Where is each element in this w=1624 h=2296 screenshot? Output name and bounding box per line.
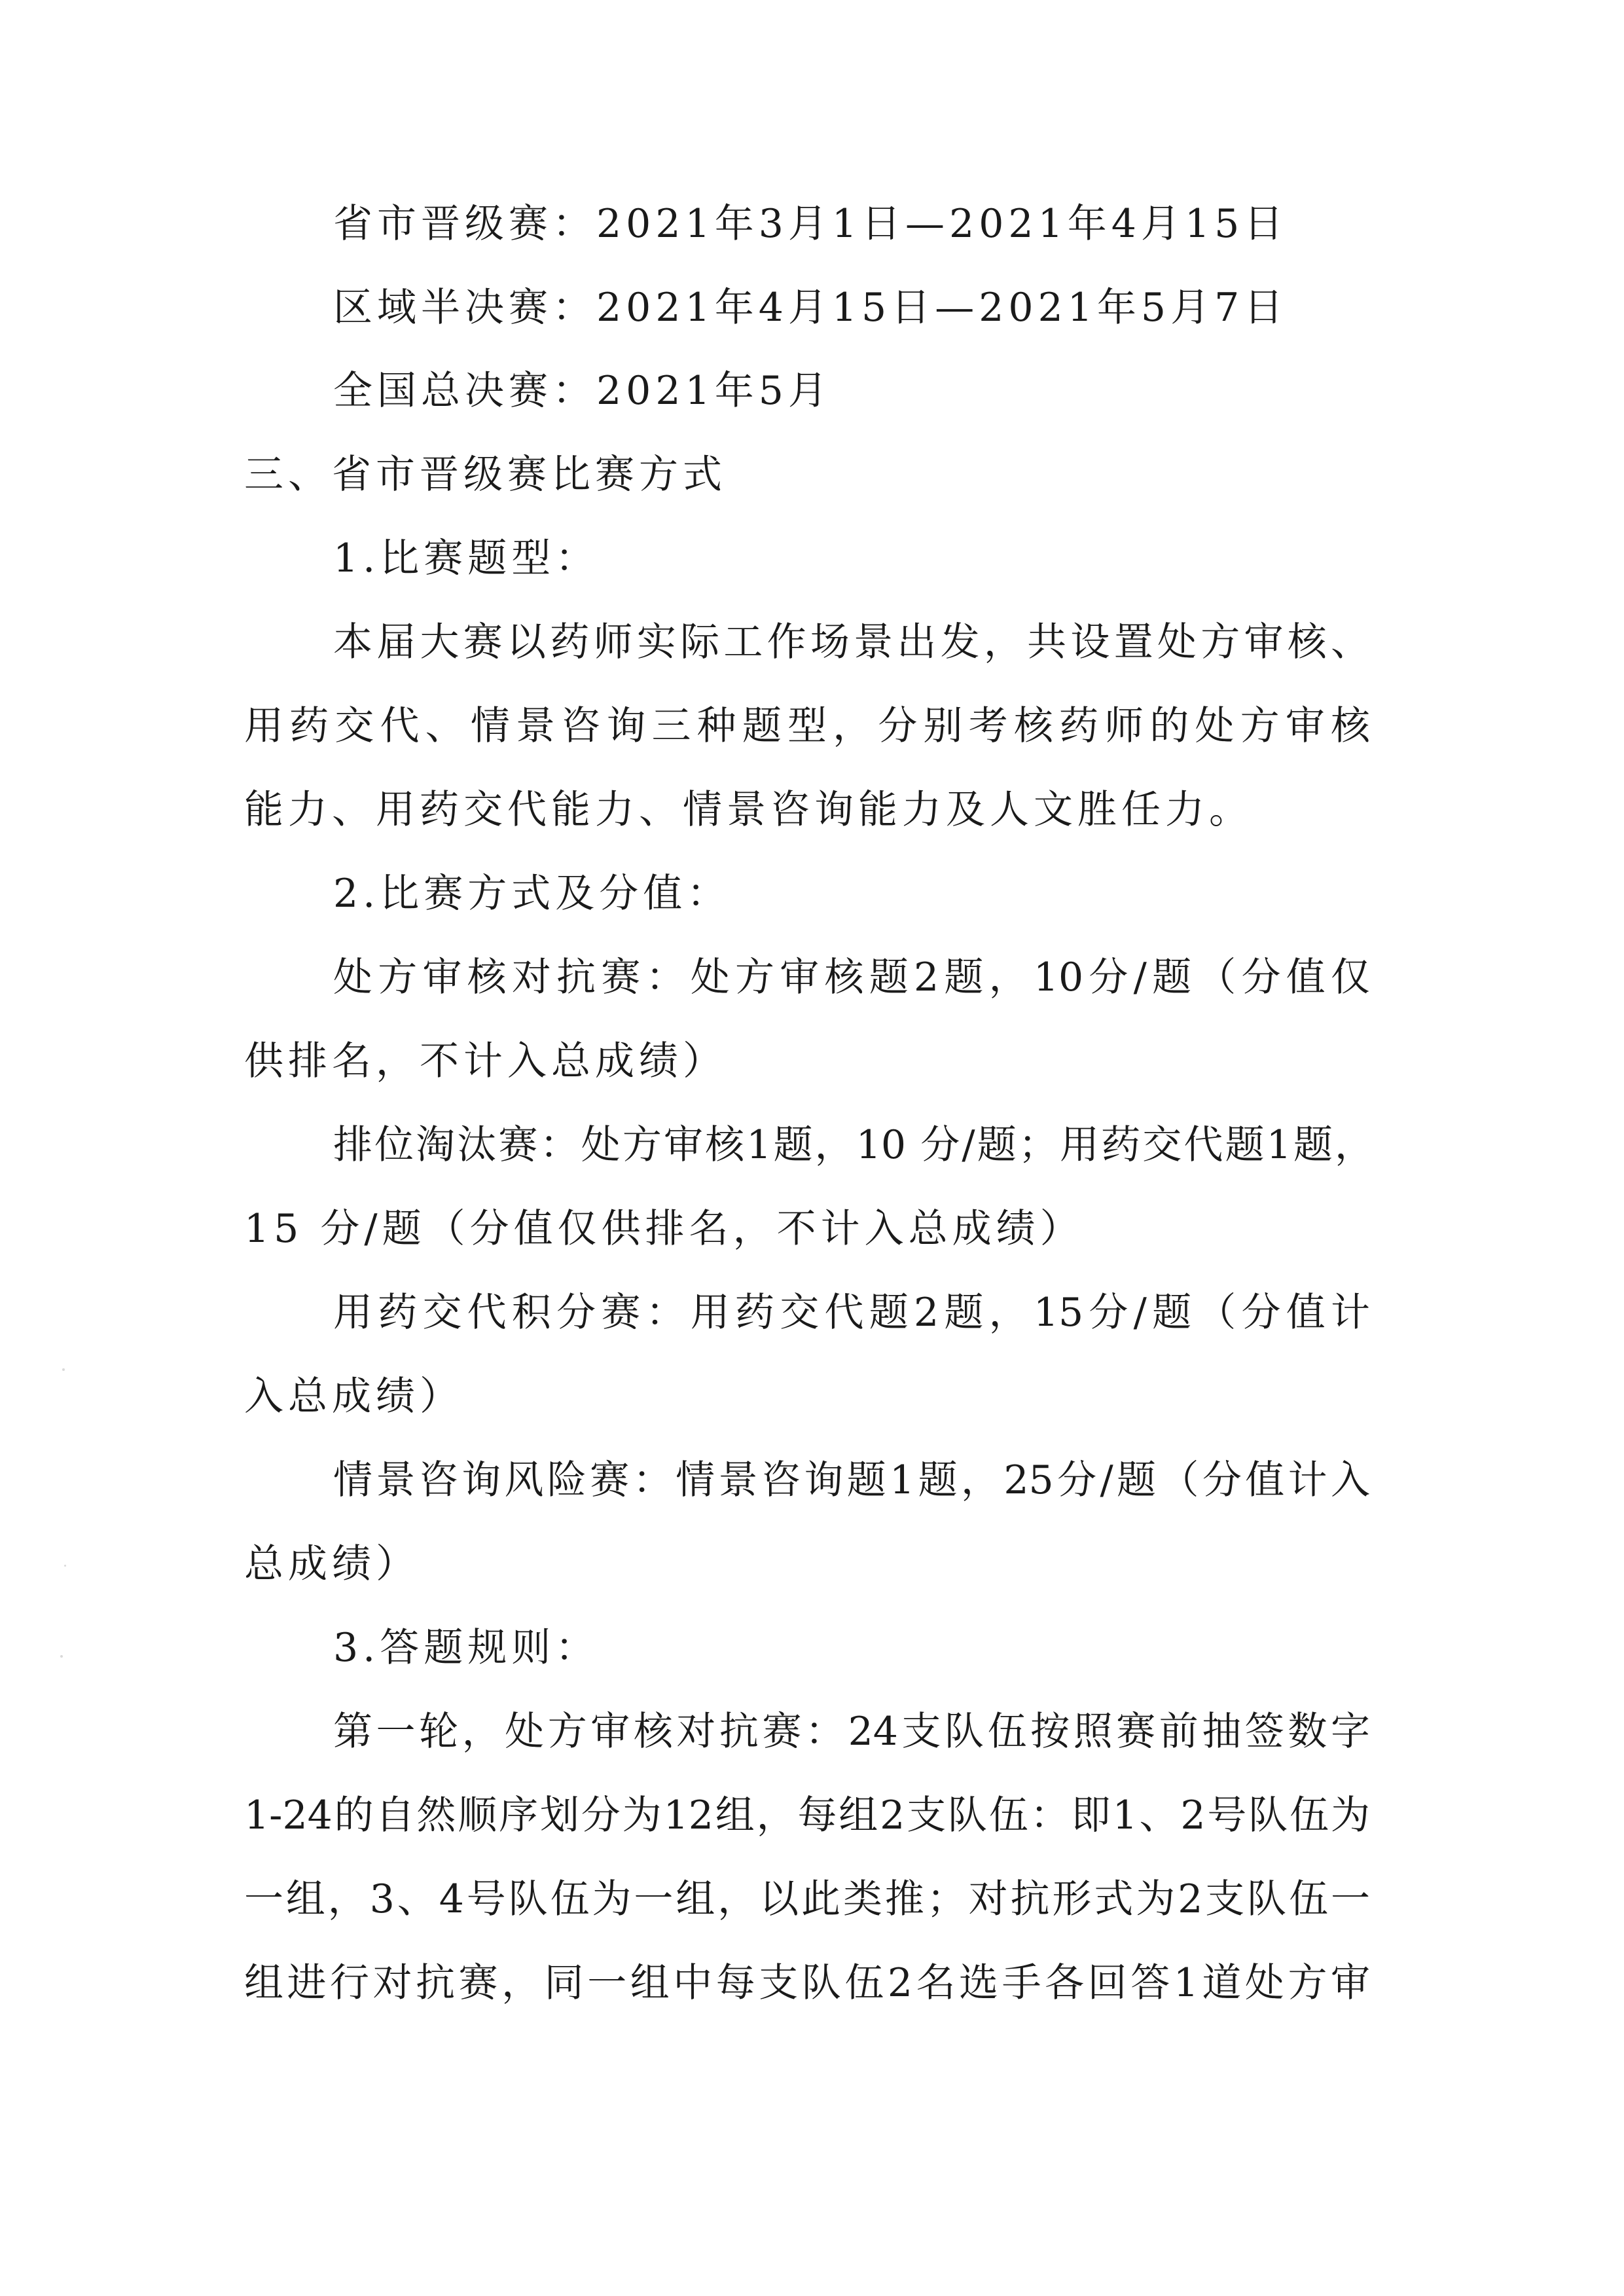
consultation-match-text-2: 总成绩） bbox=[244, 1541, 420, 1587]
schedule-provincial: 省市晋级赛：2021年3月1日—2021年4月15日 bbox=[333, 201, 1288, 247]
rules-text-2: 1-24的自然顺序划分为12组，每组2支队伍：即1、2号队伍为 bbox=[244, 1793, 1370, 1838]
ranking-match-text-2: 15 分/题（分值仅供排名，不计入总成绩） bbox=[244, 1206, 1084, 1252]
rules-text-3: 一组，3、4号队伍为一组，以此类推；对抗形式为2支队伍一 bbox=[244, 1876, 1370, 1922]
scan-speck bbox=[60, 1655, 63, 1658]
scan-speck bbox=[64, 1565, 66, 1567]
question-types-text-2: 用药交代、情景咨询三种题型，分别考核药师的处方审核 bbox=[244, 703, 1370, 749]
prescription-match-text-1: 处方审核对抗赛：处方审核题2题，10分/题（分值仅 bbox=[333, 955, 1370, 1000]
ranking-match-text-1: 排位淘汰赛：处方审核1题，10 分/题；用药交代题1题， bbox=[333, 1122, 1374, 1168]
rules-text-4: 组进行对抗赛，同一组中每支队伍2名选手各回答1道处方审 bbox=[244, 1960, 1370, 2006]
schedule-regional: 区域半决赛：2021年4月15日—2021年5月7日 bbox=[333, 285, 1288, 331]
medication-match-text-2: 入总成绩） bbox=[244, 1374, 463, 1419]
medication-match-text-1: 用药交代积分赛：用药交代题2题，15分/题（分值计 bbox=[333, 1290, 1370, 1336]
format-scores-title: 2.比赛方式及分值： bbox=[333, 871, 731, 917]
rules-text-1: 第一轮，处方审核对抗赛：24支队伍按照赛前抽签数字 bbox=[333, 1709, 1370, 1755]
question-types-title: 1.比赛题型： bbox=[333, 536, 600, 581]
question-types-text-1: 本届大赛以药师实际工作场景出发，共设置处方审核、 bbox=[333, 619, 1370, 665]
consultation-match-text-1: 情景咨询风险赛：情景咨询题1题，25分/题（分值计入 bbox=[333, 1457, 1370, 1503]
schedule-national: 全国总决赛：2021年5月 bbox=[333, 368, 832, 414]
question-types-text-3: 能力、用药交代能力、情景咨询能力及人文胜任力。 bbox=[244, 787, 1253, 833]
prescription-match-text-2: 供排名，不计入总成绩） bbox=[244, 1038, 727, 1084]
scan-speck bbox=[62, 1368, 65, 1371]
section-heading: 三、省市晋级赛比赛方式 bbox=[244, 452, 727, 498]
rules-title: 3.答题规则： bbox=[333, 1625, 600, 1671]
